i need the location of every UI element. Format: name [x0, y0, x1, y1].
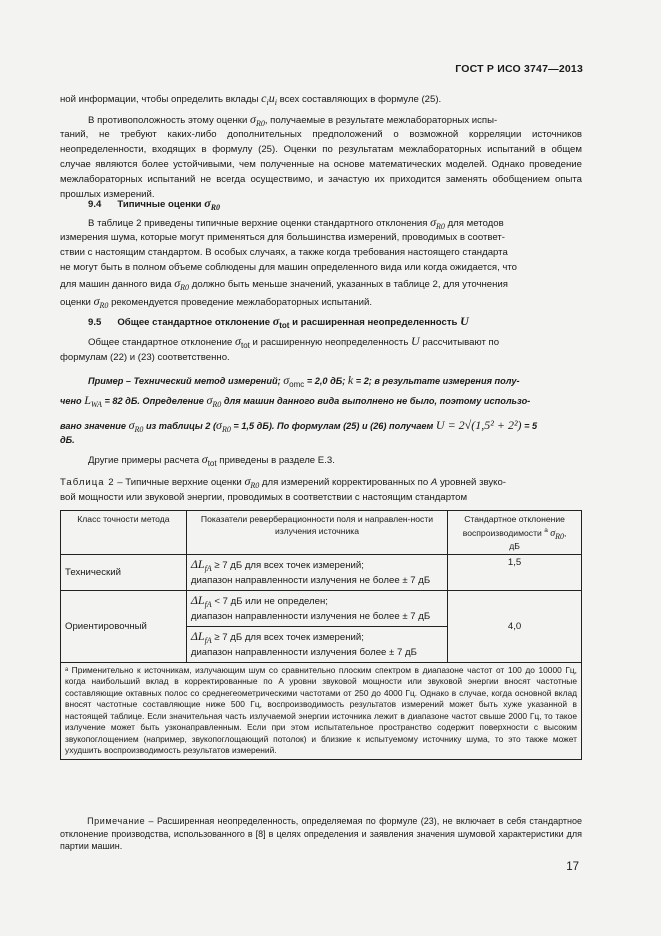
page-number: 17	[566, 861, 579, 873]
example-line4: дБ.	[60, 435, 75, 445]
table-cell-class-technical: Технический	[61, 554, 187, 590]
paragraph-total-line2: формулам (22) и (23) соответственно.	[60, 352, 230, 363]
table-header-class: Класс точности метода	[61, 511, 187, 555]
paragraph-typical-line3: ствии с настоящим стандартом. В особых случаях, а также когда требования настоящего стандарта	[60, 247, 508, 258]
table-row	[61, 590, 582, 626]
paragraph-typical-line6: оценки $\sigma_{R0}$ рекомендуется проведение межлабораторных испытаний.	[60, 294, 373, 310]
paragraph-typical-line4: не могут быть в полном объеме соблюдены для машин определенного вида или когда ожидается, что	[60, 262, 518, 273]
paragraph-interlab-rest: таний, не требуют каких-либо дополнительных предположений о возможной корреляции источников неопределенности, входящих в формулу (25). Оценки по результатам межлабораторных испытаний в общем случае являются более устойчивыми, чем полученные на основе математических моделей. Однако проведение межлабораторных испытаний не всегда осуществимо, и зачастую их приходится заменять обобщением опыта прошлых измерений.	[60, 129, 582, 200]
paragraph-total-line1: Общее стандартное отклонение $\sigma_{tot}$ и расширенную неопределенность U рассчитывают по	[88, 334, 500, 350]
example-line2: чено LWA = 82 дБ. Определение σR0 для машин данного вида выполнено не было, поэтому использо-	[60, 393, 531, 409]
table-cell-conditions: $\Delta L_{fA} < 7$ дБ или не определен; диапазон направленности излучения не более ± 7 дБ	[186, 590, 447, 626]
section-9-4-heading: 9.4 Типичные оценки $\sigma_{R0}$	[88, 196, 221, 212]
table-cell-class-survey: Ориентировочный	[61, 590, 187, 662]
paragraph-typical-line1: В таблице 2 приведены типичные верхние оценки стандартного отклонения $\sigma_{R0}$ для методов	[88, 215, 504, 231]
paragraph-interlab-line1: В противоположность этому оценки $\sigma_{R0}$, получаемые в результате межлабораторных испы-	[88, 112, 498, 128]
paragraph-other-examples: Другие примеры расчета $\sigma_{tot}$ приведены в разделе Е.3.	[88, 452, 335, 468]
table-header-std-dev: Стандартное отклонение воспроизводимости $^a$ σR0, дБ	[448, 511, 582, 555]
paragraph-continuation: ной информации, чтобы определить вклады $c_iu_i$ всех составляющих в формуле (25).	[60, 91, 442, 107]
table-cell-value: 1,5	[448, 554, 582, 590]
table-cell-value: 4,0	[448, 590, 582, 662]
document-header: ГОСТ Р ИСО 3747—2013	[455, 63, 583, 75]
paragraph-typical-line2: измерения шума, которые могут применяться для большинства измерений, проводимых в соответ-	[60, 232, 505, 243]
paragraph-typical-line5: для машин данного вида $\sigma_{R0}$ должно быть меньше значений, указанных в таблице 2, для уточнения	[60, 276, 508, 292]
example-formula: U = 2√(1,5² + 2²)	[435, 418, 522, 432]
table-caption-line2: вой мощности или звуковой энергии, проводимых в соответствии с настоящим стандартом	[60, 492, 468, 503]
section-9-5-heading: 9.5 Общее стандартное отклонение $\sigma_{tot}$ и расширенная неопределенность U	[88, 314, 469, 330]
example-line3: вано значение σR0 из таблицы 2 (σR0 = 1,5 дБ). По формулам (25) и (26) получаем U = 2√(1,5² + 2²) = 5	[60, 418, 538, 434]
example-line1: Пример – Технический метод измерений; σomc = 2,0 дБ; k = 2; в результате измерения полу-	[88, 373, 520, 389]
table-cell-conditions: $\Delta L_{fA} \ge 7$ дБ для всех точек измерений; диапазон направленности излучения не более ± 7 дБ	[186, 554, 447, 590]
note: Примечание – Расширенная неопределенность, определяемая по формуле (23), не включает в себя стандартное отклонение производства, использованного в [8] в целях определения и заявления значения шумовой характеристики для партии машин.	[60, 816, 582, 851]
uncertainty-table	[60, 510, 582, 760]
table-footnote-row	[61, 662, 582, 759]
table-caption-line1: Таблица 2 – Типичные верхние оценки $\sigma_{R0}$ для измерений корректированных по A уровней звуко-	[60, 474, 507, 490]
table-header-row	[61, 511, 582, 555]
table-header-conditions: Показатели реверберационности поля и направлен-ности излучения источника	[186, 511, 447, 555]
table-footnote: ᵃ Применительно к источникам, излучающим шум со сравнительно плоским спектром в диапазоне частот от 100 до 10000 Гц, когда наибольший вклад в корректированные по A уровни звуковой мощности или звуковой энергии вносят частотные составляющие октавных полос со среднегеометрическими частотами от 250 до 4000 Гц. Однако в случае, когда основной вклад вносят частотные составляющие ниже 500 Гц, воспроизводимость результатов измерений может быть хуже указанной в настоящей таблице. Если значительная часть излучаемой энергии источника лежит в диапазоне частот свыше 2000 Гц, то такое излучение может быть узконаправленным. Если при этом испытательное пространство содержит поверхности с высоким звукопоглощением (например, звукопоглощающий потолок) и близкие к испытуемому источнику шума, то это также может ухудшить воспроизводимость результатов измерений.	[61, 662, 582, 759]
table-cell-conditions: $\Delta L_{fA} \ge 7$ дБ для всех точек измерений; диапазон направленности излучения более ± 7 дБ	[186, 626, 447, 662]
table-row	[61, 554, 582, 590]
